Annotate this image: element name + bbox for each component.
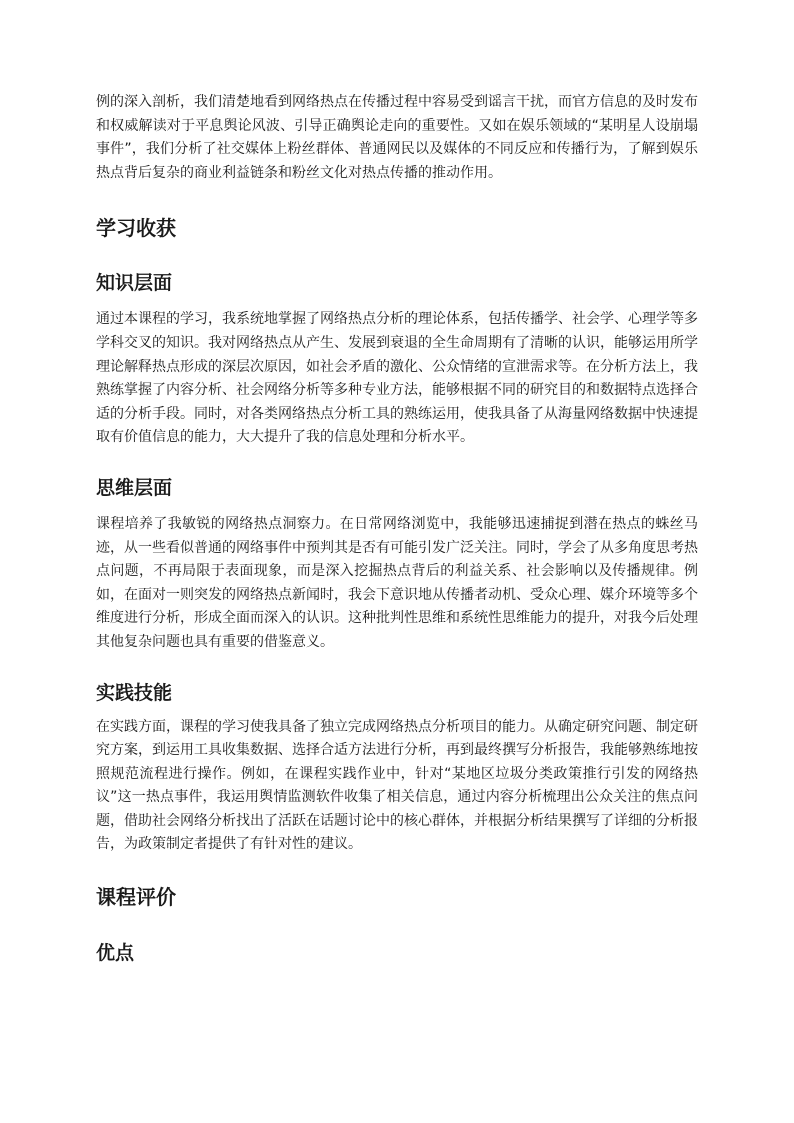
subsection-heading-knowledge: 知识层面 (96, 272, 173, 295)
knowledge-paragraph: 通过本课程的学习，我系统地掌握了网络热点分析的理论体系，包括传播学、社会学、心理学等多学科交叉的知识。我对网络热点从产生、发展到衰退的全生命周期有了清晰的认识，能够运用所学理论解释热点形成的深层次原因，如社会矛盾的激化、公众情绪的宣泄需求等。在分析方法上，我熟练掌握了内容分析、社会网络分析等多种专业方法，能够根据不同的研究目的和数据特点选择合适的分析手段。同时，对各类网络热点分析工具的熟练运用，使我具备了从海量网络数据中快速提取有价值信息的能力，大大提升了我的信息处理和分析水平。 (96, 311, 698, 446)
subsection-heading-practice-skills: 实践技能 (96, 681, 173, 704)
subsection-heading-thinking: 思维层面 (96, 476, 173, 499)
thinking-paragraph: 课程培养了我敏锐的网络热点洞察力。在日常网络浏览中，我能够迅速捕捉到潜在热点的蛛丝马迹，从一些看似普通的网络事件中预判其是否有可能引发广泛关注。同时，学会了从多角度思考热点问题，不再局限于表面现象，而是深入挖掘热点背后的利益关系、社会影响以及传播规律。例如，在面对一则突发的网络热点新闻时，我会下意识地从传播者动机、受众心理、媒介环境等多个维度进行分析，形成全面而深入的认识。这种批判性思维和系统性思维能力的提升，对我今后处理其他复杂问题也具有重要的借鉴意义。 (96, 515, 698, 650)
intro-paragraph: 例的深入剖析，我们清楚地看到网络热点在传播过程中容易受到谣言干扰，而官方信息的及时发布和权威解读对于平息舆论风波、引导正确舆论走向的重要性。又如在娱乐领域的“某明星人设崩塌事件”，我们分析了社交媒体上粉丝群体、普通网民以及媒体的不同反应和传播行为，了解到娱乐热点背后复杂的商业利益链条和粉丝文化对热点传播的推动作用。 (96, 94, 698, 181)
section-heading-course-evaluation: 课程评价 (96, 885, 176, 910)
practice-paragraph: 在实践方面，课程的学习使我具备了独立完成网络热点分析项目的能力。从确定研究问题、制定研究方案，到运用工具收集数据、选择合适方法进行分析，再到最终撰写分析报告，我能够熟练地按照规范流程进行操作。例如，在课程实践作业中，针对“某地区垃圾分类政策推行引发的网络热议”这一热点事件，我运用舆情监测软件收集了相关信息，通过内容分析梳理出公众关注的焦点问题，借助社会网络分析找出了活跃在话题讨论中的核心群体，并根据分析结果撰写了详细的分析报告，为政策制定者提供了有针对性的建议。 (96, 718, 698, 853)
section-heading-learning-outcomes: 学习收获 (96, 216, 176, 241)
subsection-heading-pros: 优点 (96, 942, 135, 965)
